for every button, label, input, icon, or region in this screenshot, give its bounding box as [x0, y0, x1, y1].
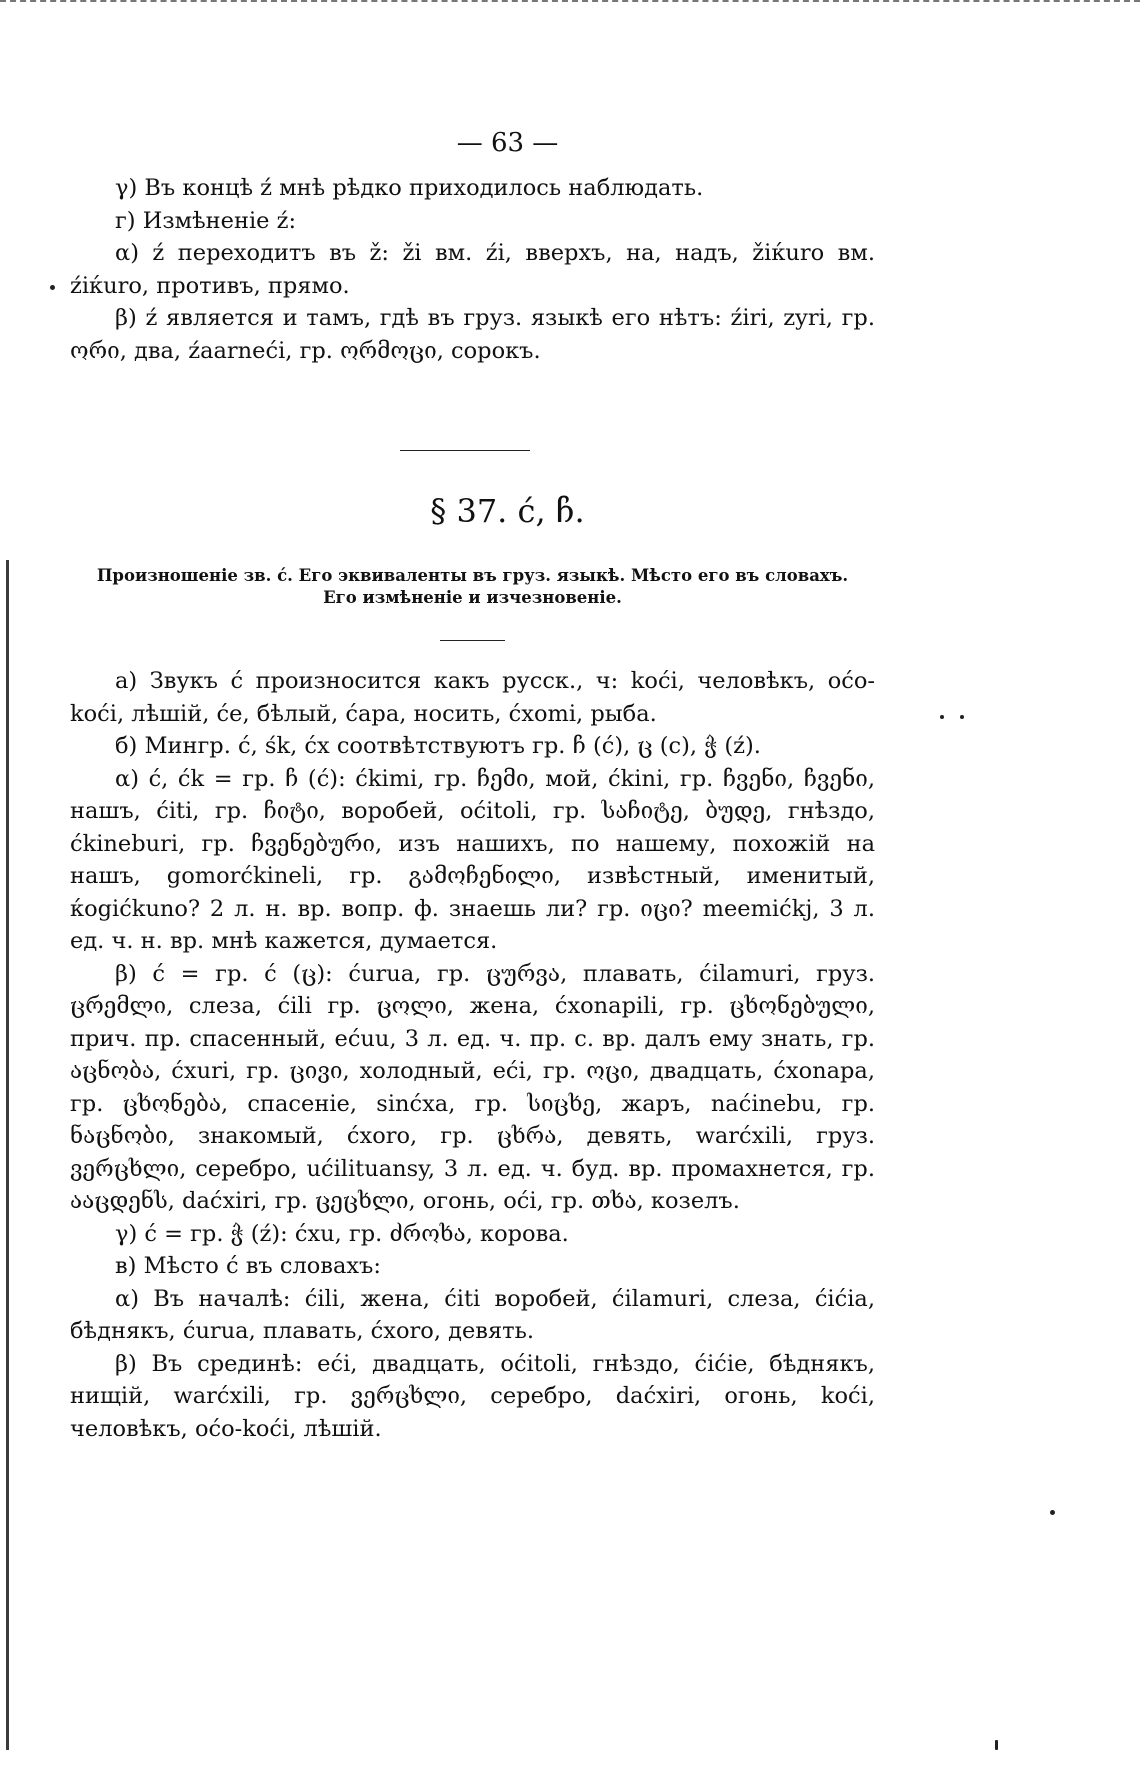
paragraph-gamma-end: γ) Въ концѣ ź мнѣ рѣдко приходилось наблюдать.: [115, 175, 704, 201]
scan-edge-top: [0, 0, 1140, 6]
paragraph-place-start: α) Въ началѣ: ćili, жена, ćiti воробей, ćilamuri, слеза, ćićia, бѣднякъ, ćurua, плавать, ćxoro, девять.: [70, 1285, 875, 1344]
scan-edge-left: [6, 560, 9, 1750]
section-subtitle-line-1: Произношеніе зв. ć. Его эквиваленты въ груз. языкѣ. Мѣсто его въ словахъ.: [96, 566, 849, 585]
section-title: § 37. ć, ჩ.: [430, 492, 585, 530]
paragraph-place-heading: в) Мѣсто ć въ словахъ:: [115, 1253, 381, 1279]
section-subtitle: [70, 565, 875, 609]
ink-speck: [940, 715, 944, 719]
body-text-block: [70, 665, 875, 1445]
paragraph-alpha-equivalents: α) ć, ćk = гр. ჩ (ć): ćkimi, гр. ჩემი, мой, ćkini, гр. ჩვენი, ჩვენი, нашъ, ćiti, гр. ჩიტი, воробей, oćitoli, гр. საჩიტე, ბუდე, гнѣздо, ćkineburi, гр. ჩვენებური, изъ нашихъ, по нашему, похожій на нашъ, gomorćkineli, гр. გამოჩენილი, извѣстный, именитый, ќogićkuno? 2 л. н. вр. вопр. ф. знаешь ли? гр. იცი? meemićkj, 3 л. ед. ч. н. вр. мнѣ кажется, думается.: [70, 765, 875, 954]
ink-speck: [50, 285, 55, 290]
paragraph-mingrelian-b: б) Мингр. ć, śk, ćx соотвѣтствуютъ гр. ჩ (ć), ც (c), ჭ (ź).: [115, 733, 761, 759]
ink-speck: [995, 1740, 998, 1750]
top-text-block: [70, 172, 875, 367]
paragraph-beta-equivalents: β) ć = гр. ć (ც): ćurua, гр. ცურვა, плавать, ćilamuri, груз. ცრემლი, слеза, ćili гр. ცოლი, жена, ćxonapili, гр. ცხონებული, прич. пр. спасенный, ećuu, 3 л. ед. ч. пр. с. вр. далъ ему знать, гр. აცნობა, ćxuri, гр. ცივი, холодный, eći, гр. ოცი, двадцать, ćxonapa, гр. ცხონება, спасеніе, sinćxa, гр. სიცხე, жаръ, naćinebu, гр. ნაცნობი, знакомый, ćxoro, гр. ცხრა, девять, warćxili, груз. ვერცხლი, серебро, ućilituansy, 3 л. ед. ч. буд. вр. промахнется, гр. ააცდენს, daćxiri, гр. ცეცხლი, огонь, oći, гр. თხა, козелъ.: [70, 960, 875, 1214]
section-subtitle-line-2: Его измѣненіе и изчезновеніе.: [323, 588, 622, 607]
paragraph-change-heading: г) Измѣненіе ź:: [115, 207, 297, 234]
ink-speck: [1050, 1510, 1055, 1515]
paragraph-beta-appearance: β) ź является и тамъ, гдѣ въ груз. языкѣ его нѣтъ: źiri, zyri, гр. ორი, два, źaarneći, гр. ორმოცი, сорокъ.: [70, 305, 875, 364]
ink-speck: [960, 715, 964, 719]
paragraph-alpha-transition: α) ź переходитъ въ ž: ži вм. źi, вверхъ, на, надъ, žiќuro вм. źiќuro, противъ, прямо.: [70, 240, 875, 299]
paragraph-place-middle: β) Въ срединѣ: eći, двадцать, oćitoli, гнѣздо, ćićie, бѣднякъ, нищій, warćxili, гр. ვერცხლი, серебро, daćxiri, огонь, koći, человѣкъ, oćo-koći, лѣшій.: [70, 1350, 875, 1442]
page-number: — 63 —: [456, 128, 559, 158]
paragraph-sound-a: а) Звукъ ć произносится какъ русск., ч: koći, человѣкъ, oćo-koći, лѣшій, će, бѣлый, ćapa, носить, ćxomi, рыба.: [70, 668, 875, 727]
divider-rule-top: [400, 450, 530, 451]
paragraph-gamma-equivalents: γ) ć = гр. ჭ (ź): ćxu, гр. ძროხა, корова.: [115, 1220, 569, 1247]
divider-rule-bottom: [440, 640, 505, 641]
